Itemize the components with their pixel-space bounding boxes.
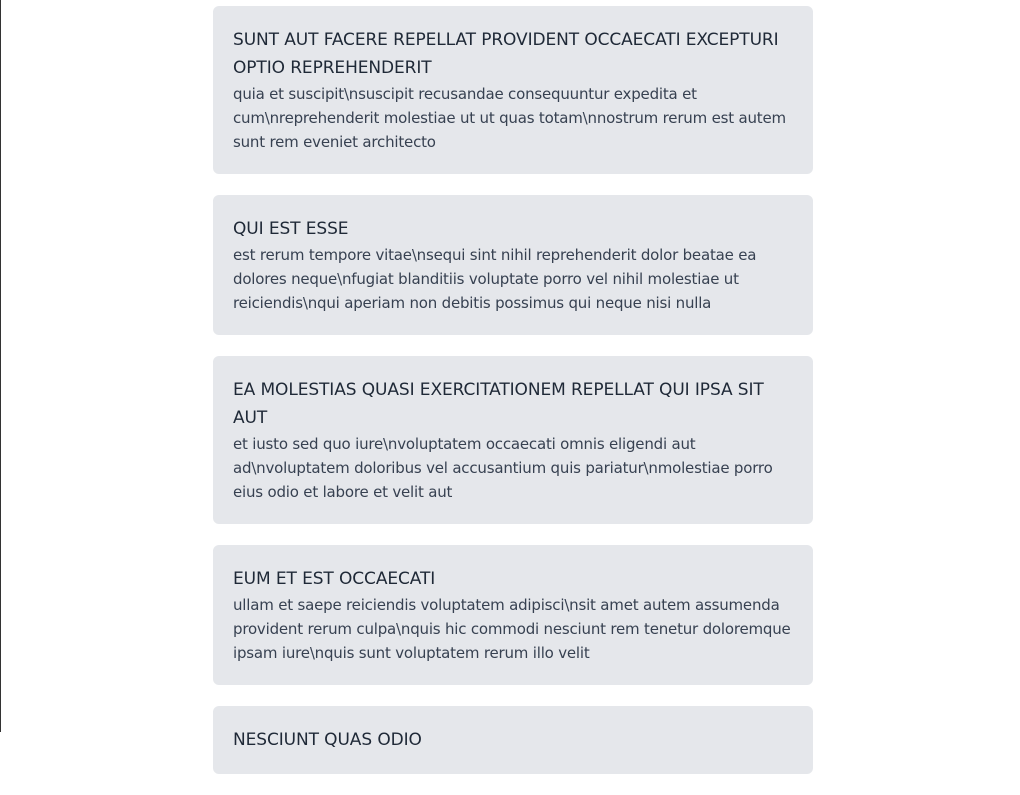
post-card [213, 195, 813, 335]
post-card [213, 6, 813, 174]
post-body: est rerum tempore vitae\nsequi sint nihil reprehenderit dolor beatae ea dolores neque\nfugiat blanditiis voluptate porro vel nihil molestiae ut reiciendis\nqui aperiam non debitis possimus qui neque nisi nulla [233, 246, 757, 312]
post-title: EA MOLESTIAS QUASI EXERCITATIONEM REPELLAT QUI IPSA SIT AUT [233, 380, 764, 428]
post-body: quia et suscipit\nsuscipit recusandae consequuntur expedita et cum\nreprehenderit molestiae ut ut quas totam\nnostrum rerum est autem sunt rem eveniet architecto [233, 85, 786, 151]
post-title: QUI EST ESSE [233, 219, 349, 239]
post-title: NESCIUNT QUAS ODIO [233, 730, 422, 750]
post-card [213, 706, 813, 774]
post-title: SUNT AUT FACERE REPELLAT PROVIDENT OCCAECATI EXCEPTURI OPTIO REPREHENDERIT [233, 30, 779, 78]
post-card [213, 356, 813, 524]
post-title: EUM ET EST OCCAECATI [233, 569, 436, 589]
post-body: et iusto sed quo iure\nvoluptatem occaecati omnis eligendi aut ad\nvoluptatem doloribus vel accusantium quis pariatur\nmolestiae porro eius odio et labore et velit aut [233, 435, 773, 501]
post-card [213, 545, 813, 685]
post-body: ullam et saepe reiciendis voluptatem adipisci\nsit amet autem assumenda provident rerum culpa\nquis hic commodi nesciunt rem tenetur doloremque ipsam iure\nquis sunt voluptatem rerum illo velit [233, 596, 791, 662]
post-list [213, 6, 813, 795]
